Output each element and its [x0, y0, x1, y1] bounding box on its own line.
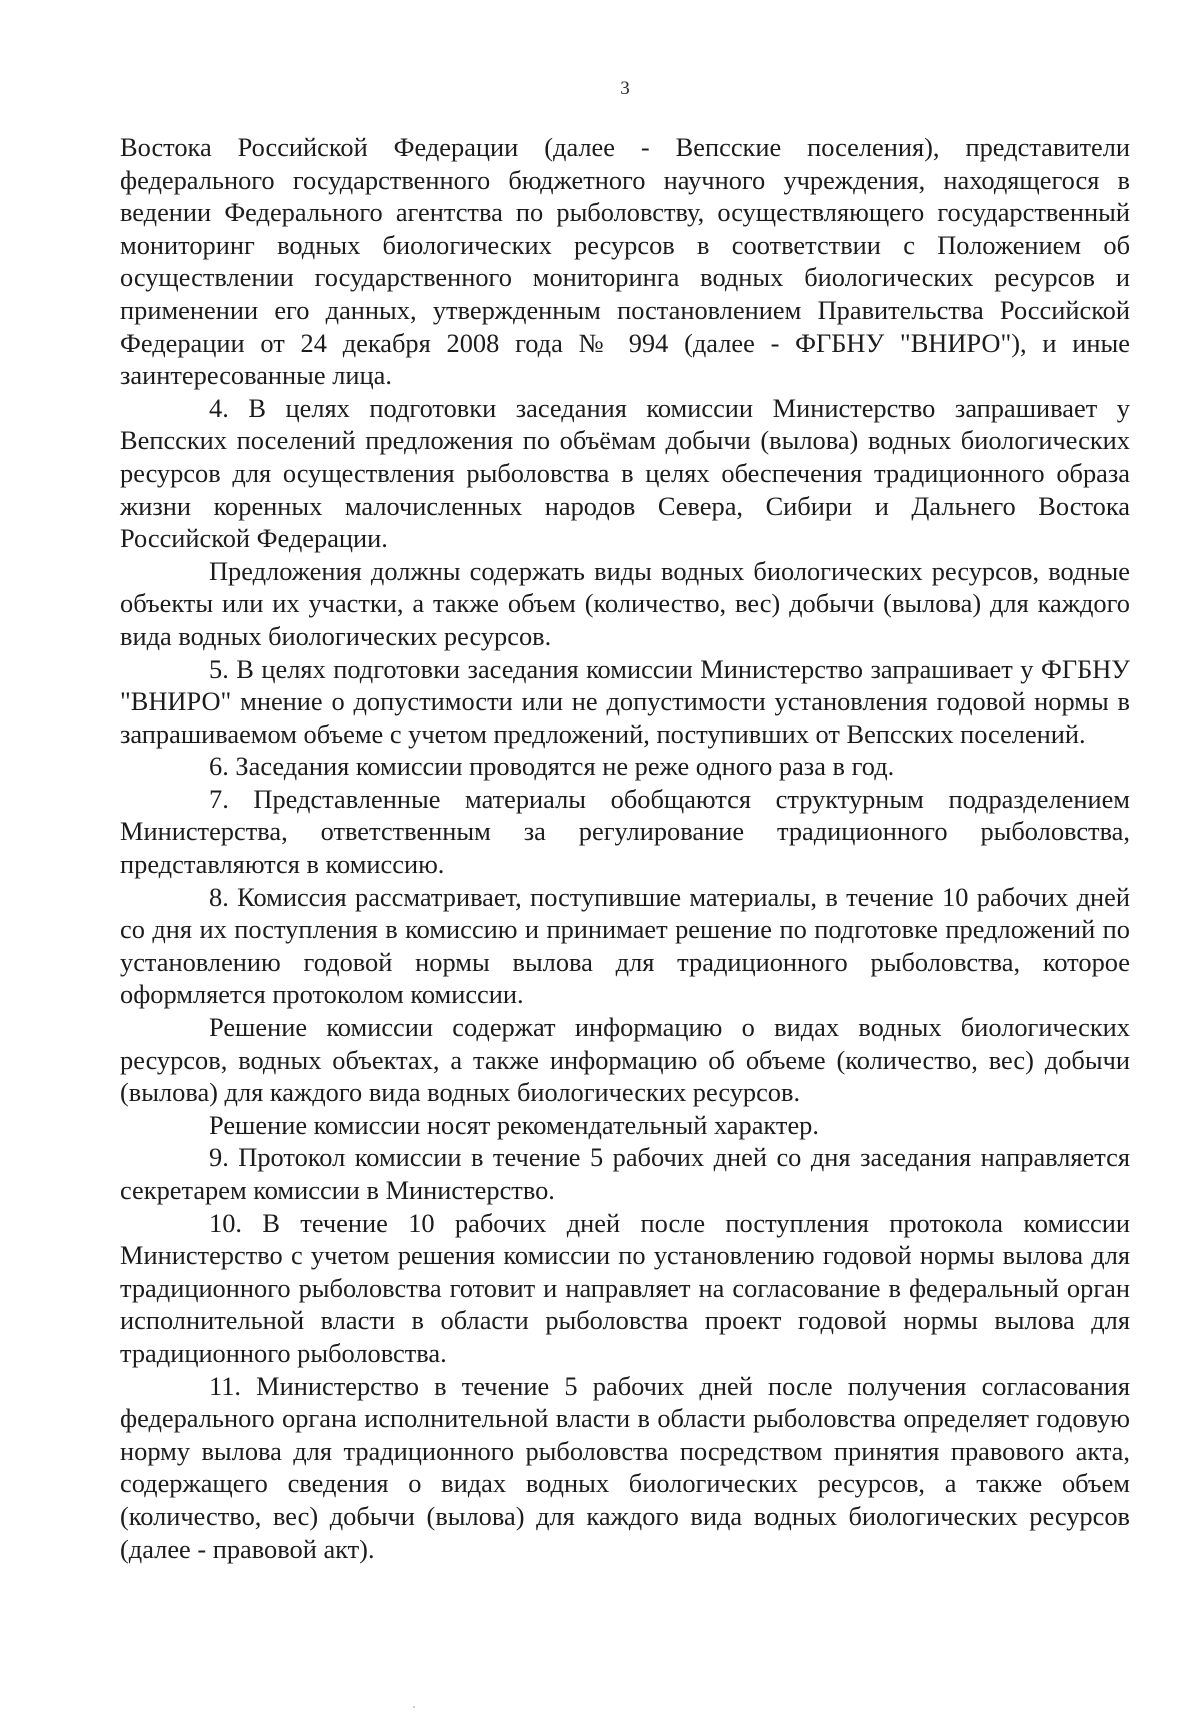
- document-body: [120, 131, 1130, 1565]
- paragraph-item-9: 9. Протокол комиссии в течение 5 рабочих дней со дня заседания направляется секретарем комиссии в Министерство.: [120, 1142, 1130, 1205]
- paragraph-item-8: 8. Комиссия рассматривает, поступившие материалы, в течение 10 рабочих дней со дня их поступления в комиссию и принимает решение по подготовке предложений по установлению годовой нормы вылова для традиционного рыболовства, которое оформляется протоколом комиссии.: [120, 881, 1130, 1010]
- page-number: 3: [620, 78, 630, 99]
- paragraph-item-10: 10. В течение 10 рабочих дней после поступления протокола комиссии Министерство с учетом решения комиссии по установлению годовой нормы вылова для традиционного рыболовства готовит и направляет на согласование в федеральный орган исполнительной власти в области рыболовства проект годовой нормы вылова для традиционного рыболовства.: [120, 1207, 1130, 1368]
- paragraph-item-4: 4. В целях подготовки заседания комиссии Министерство запрашивает у Вепсских поселений предложения по объёмам добычи (вылова) водных биологических ресурсов для осуществления рыболовства в целях обеспечения традиционного образа жизни коренных малочисленных народов Севера, Сибири и Дальнего Востока Российской Федерации.: [120, 392, 1130, 554]
- paragraph-item-7: 7. Представленные материалы обобщаются структурным подразделением Министерства, ответственным за регулирование традиционного рыболовства, представляются в комиссию.: [120, 783, 1130, 880]
- paragraph-continuation: Востока Российской Федерации (далее - Вепсские поселения), представители федерального государственного бюджетного научного учреждения, находящегося в ведении Федерального агентства по рыболовству, осуществляющего государственный мониторинг водных биологических ресурсов в соответствии с Положением об осуществлении государственного мониторинга водных биологических ресурсов и применении его данных, утвержденным постановлением Правительства Российской Федерации от 24 декабря 2008 года № 994 (далее - ФГБНУ "ВНИРО"), и иные заинтересованные лица.: [120, 132, 1130, 391]
- paragraph-item-5: 5. В целях подготовки заседания комиссии Министерство запрашивает у ФГБНУ "ВНИРО" мнение о допустимости или не допустимости установления годовой нормы в запрашиваемом объеме с учетом предложений, поступивших от Вепсских поселений.: [120, 653, 1130, 749]
- paragraph-item-11: 11. Министерство в течение 5 рабочих дней после получения согласования федерального органа исполнительной власти в области рыболовства определяет годовую норму вылова для традиционного рыболовства посредством принятия правового акта, содержащего сведения о видах водных биологических ресурсов, а также объем (количество, вес) добычи (вылова) для каждого вида водных биологических ресурсов (далее - правовой акт).: [120, 1370, 1130, 1564]
- paragraph-item-6: 6. Заседания комиссии проводятся не реже одного раза в год.: [209, 751, 895, 782]
- paragraph-item-4-proposals: Предложения должны содержать виды водных биологических ресурсов, водные объекты или их участки, а также объем (количество, вес) добычи (вылова) для каждого вида водных биологических ресурсов.: [120, 555, 1130, 651]
- paragraph-item-8-decision: Решение комиссии содержат информацию о видах водных биологических ресурсов, водных объектах, а также информацию об объеме (количество, вес) добычи (вылова) для каждого вида водных биологических ресурсов.: [120, 1012, 1130, 1108]
- paragraph-item-8-advisory: Решение комиссии носят рекомендательный характер.: [209, 1109, 819, 1140]
- scan-speck: [413, 1706, 415, 1708]
